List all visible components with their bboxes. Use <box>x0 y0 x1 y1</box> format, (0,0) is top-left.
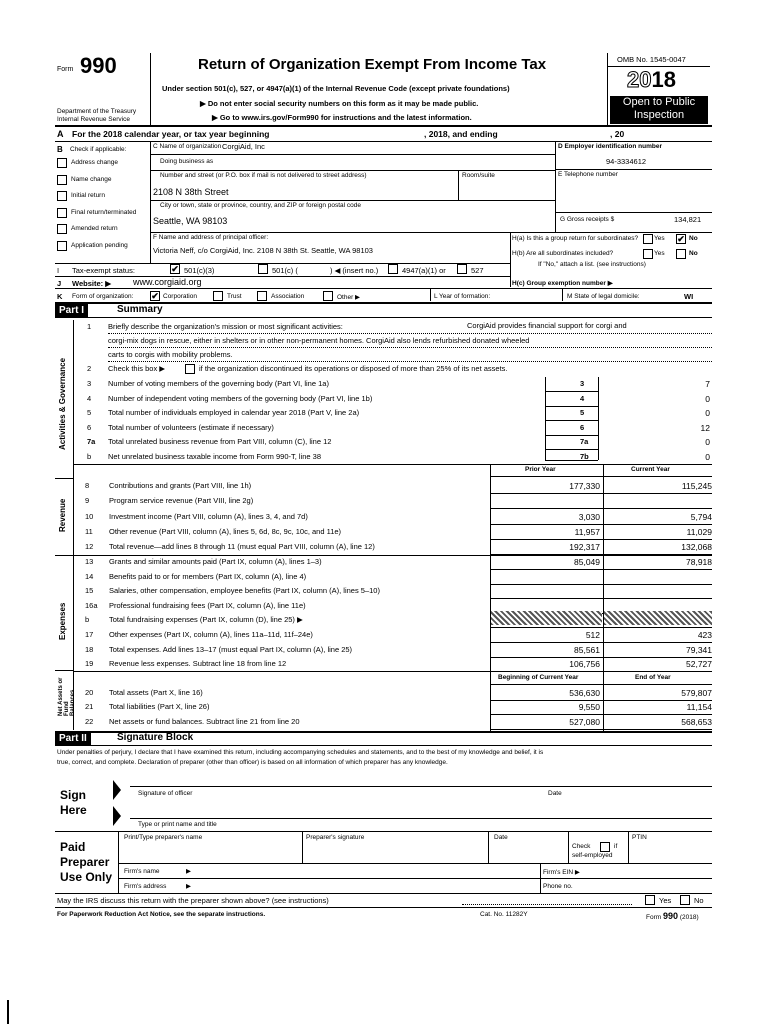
h-c-label: H(c) Group exemption number ▶ <box>512 280 613 287</box>
ag-line-box: 3 <box>580 379 585 388</box>
corporation-label: Corporation <box>163 293 197 300</box>
fin-line-col1: 512 <box>585 630 600 640</box>
ag-line-num: 7a <box>87 437 96 446</box>
association-label: Association <box>271 293 305 300</box>
h-a-label: H(a) Is this a group return for subordinates? <box>512 235 639 242</box>
ag-line-rule <box>545 435 598 436</box>
ag-line-rule <box>545 406 598 407</box>
fin-line-num: 14 <box>85 571 94 581</box>
discuss-yes-checkbox[interactable] <box>645 895 655 905</box>
tax-exempt-label: Tax-exempt status: <box>72 266 135 275</box>
fin-line-rule <box>490 508 712 509</box>
ag-line-text: Total unrelated business revenue from Part VIII, column (C), line 12 <box>108 437 332 446</box>
ag-line-box: 7b <box>580 451 589 461</box>
org-name: CorgiAid, Inc <box>222 142 265 151</box>
ag-line-value: 12 <box>700 422 710 433</box>
col-beginning-year: Beginning of Current Year <box>498 674 579 681</box>
perjury-line2: true, correct, and complete. Declaration of preparer (other than officer) is based on all information of which preparer has any knowledge. <box>57 759 448 766</box>
fin-line-rule <box>490 598 712 599</box>
form-title: Return of Organization Exempt From Income Tax <box>198 56 547 73</box>
line-a-text: For the 2018 calendar year, or tax year beginning <box>72 129 270 139</box>
discuss-yes-label: Yes <box>659 896 672 905</box>
paid-label: Paid <box>60 840 86 854</box>
fin-line-num: 10 <box>85 511 94 521</box>
fin-line-text: Other expenses (Part IX, column (A), lines 11a–11d, 11f–24e) <box>109 630 313 639</box>
line-j-label: J <box>57 279 62 288</box>
fin-line-rule <box>490 569 712 570</box>
fin-line-rule <box>490 493 712 494</box>
preparer-date-label: Date <box>494 834 508 841</box>
ag-line-box: 6 <box>580 422 585 432</box>
fin-line-text: Professional fundraising fees (Part IX, column (A), line 11e) <box>109 600 306 610</box>
fin-line-text: Other revenue (Part VIII, column (A), lines 5, 6d, 8c, 9c, 10c, and 11e) <box>109 526 342 536</box>
h-b-no-label: No <box>689 250 698 257</box>
here-label: Here <box>60 803 87 817</box>
fin-line-col2: 5,794 <box>690 511 712 522</box>
trust-label: Trust <box>227 293 242 300</box>
officer-name-address: Victoria Neff, c/o CorgiAid, Inc. 2108 N 38th St. Seattle, WA 98103 <box>153 246 373 255</box>
trust-checkbox[interactable] <box>213 291 223 301</box>
open-public-inspection: Open to Public Inspection <box>610 96 708 124</box>
phone-no-label: Phone no. <box>543 883 573 890</box>
part2-label: Part II <box>55 732 91 745</box>
perjury-line1: Under penalties of perjury, I declare that I have examined this return, including accompanying schedules and statements, and to the best of my knowledge and belief, it is <box>57 749 544 756</box>
signature-officer-label: Signature of officer <box>138 790 193 797</box>
ag-line-text: Total number of individuals employed in calendar year 2018 (Part V, line 2a) <box>108 408 360 417</box>
fin-line-num: 13 <box>85 557 94 566</box>
fin-line-col2: 115,245 <box>681 481 712 491</box>
fin-line-num: 21 <box>85 702 94 712</box>
part1-label: Part I <box>55 304 88 317</box>
city-state-zip: Seattle, WA 98103 <box>153 216 228 226</box>
fin-line-col1: 85,049 <box>574 557 600 567</box>
ag-line-box: 4 <box>580 393 585 403</box>
b-checkbox-3[interactable] <box>57 208 67 218</box>
ag-line-value: 7 <box>705 379 710 389</box>
website-value[interactable]: www.corgiaid.org <box>133 277 202 287</box>
gross-receipts-label: G Gross receipts $ <box>560 216 615 223</box>
form-number: 990 <box>80 53 117 78</box>
col-end-year: End of Year <box>635 674 671 681</box>
paperwork-notice: For Paperwork Reduction Act Notice, see the separate instructions. <box>57 911 266 918</box>
fin-line-rule <box>490 584 712 585</box>
fin-line-col2: 78,918 <box>686 557 712 567</box>
association-checkbox[interactable] <box>257 291 267 301</box>
h-b-label: H(b) Are all subordinates included? <box>512 250 614 257</box>
h-b-no-checkbox[interactable] <box>676 249 686 259</box>
other-checkbox[interactable] <box>323 291 333 301</box>
b-checkbox-5[interactable] <box>57 241 67 251</box>
b-item-label: Amended return <box>71 225 118 232</box>
other-label: Other ▶ <box>337 294 361 301</box>
signature-date-label: Date <box>548 790 562 797</box>
line-k-label: K <box>57 292 63 301</box>
ag-line-value: 0 <box>705 437 710 447</box>
fin-line-col1: 106,756 <box>569 659 600 670</box>
line-a-end: , 20 <box>610 129 625 139</box>
discuss-no-label: No <box>694 896 704 905</box>
4947-checkbox[interactable] <box>388 264 398 274</box>
h-b-note: If "No," attach a list. (see instructions) <box>538 261 646 268</box>
gross-receipts-value: 134,821 <box>674 215 702 224</box>
b-item-label: Name change <box>71 175 112 183</box>
firm-name-arrow-icon: ▶ <box>186 868 191 875</box>
fin-line-col1: 3,030 <box>578 511 600 522</box>
h-a-no-label: No <box>689 235 698 242</box>
instruction-ssn: ▶ Do not enter social security numbers on this form as it may be made public. <box>200 99 479 108</box>
line1-text: Briefly describe the organization's mission or most significant activities: <box>108 322 343 331</box>
fin-line-rule <box>490 700 712 701</box>
instruction-web: ▶ Go to www.irs.gov/Form990 for instructions and the latest information. <box>212 113 472 122</box>
fin-line-rule <box>490 657 712 658</box>
self-employed-label: self-employed <box>572 852 613 859</box>
firm-name-label: Firm's name <box>124 868 160 875</box>
preparer-label: Preparer <box>60 855 110 869</box>
fin-line-col2: 132,068 <box>681 542 712 553</box>
fin-line-col1: 9,550 <box>578 702 600 713</box>
ag-line-text: Net unrelated business taxable income from Form 990-T, line 38 <box>108 451 322 461</box>
footer-form-label: Form 990 (2018) <box>646 911 699 921</box>
side-label-net-assets: Net Assets or Fund Balances <box>58 677 76 716</box>
line-i-label: I <box>57 266 60 275</box>
line-a-label: A <box>57 129 64 139</box>
ein-value: 94-3334612 <box>606 157 647 166</box>
ag-line-num: 6 <box>87 422 92 432</box>
state-domicile-label: M State of legal domicile: <box>567 293 640 300</box>
fin-line-text: Salaries, other compensation, employee benefits (Part IX, column (A), lines 5–10) <box>109 586 380 596</box>
website-label: Website: ▶ <box>72 279 111 288</box>
fin-line-text: Investment income (Part VIII, column (A), lines 3, 4, and 7d) <box>109 511 308 521</box>
ag-line-text: Total number of volunteers (estimate if necessary) <box>108 422 274 432</box>
fin-line-text: Total fundraising expenses (Part IX, column (D), line 25) ▶ <box>109 615 303 625</box>
mission-line1: CorgiAid provides financial support for corgi and <box>467 321 627 330</box>
line1-num: 1 <box>87 322 92 331</box>
fin-line-col2: 579,807 <box>681 688 712 698</box>
b-item-label: Address change <box>71 159 118 166</box>
b-checkbox-0[interactable] <box>57 158 67 168</box>
col-current-year: Current Year <box>631 466 670 473</box>
shaded-cell-16b-current <box>604 611 712 625</box>
ag-line-value: 0 <box>705 393 710 404</box>
cat-number: Cat. No. 11282Y <box>480 911 528 918</box>
dept-line1: Department of the Treasury <box>57 108 137 115</box>
fin-line-text: Net assets or fund balances. Subtract line 21 from line 20 <box>109 716 300 726</box>
fin-line-num: 19 <box>85 659 94 669</box>
fin-line-num: 22 <box>85 716 94 726</box>
dept-line2: Internal Revenue Service <box>57 116 130 123</box>
street-label: Number and street (or P.O. box if mail is not delivered to street address) <box>160 172 367 179</box>
tax-year: 2018 <box>627 67 676 92</box>
fin-line-text: Total revenue—add lines 8 through 11 (must equal Part VIII, column (A), line 12) <box>109 542 375 552</box>
b-item-label: Initial return <box>71 192 105 199</box>
fin-line-text: Revenue less expenses. Subtract line 18 from line 12 <box>109 659 287 669</box>
527-label: 527 <box>471 266 484 275</box>
fin-line-num: 17 <box>85 630 94 639</box>
fin-line-col2: 11,154 <box>686 702 712 713</box>
h-a-no-checkbox[interactable]: ✔ <box>677 234 685 244</box>
form-label: Form <box>57 66 74 73</box>
use-only-label: Use Only <box>60 870 113 884</box>
4947-label: 4947(a)(1) or <box>402 266 446 275</box>
ag-line-text: Number of independent voting members of the governing body (Part VI, line 1b) <box>108 393 373 403</box>
discontinued-checkbox[interactable] <box>185 364 195 374</box>
fin-line-col1: 192,317 <box>569 542 600 553</box>
ag-line-num: b <box>87 451 92 461</box>
year-formation-label: L Year of formation: <box>434 293 491 300</box>
501c3-label: 501(c)(3) <box>184 266 215 275</box>
phone-label: E Telephone number <box>558 171 618 178</box>
fin-line-col2: 568,653 <box>681 716 712 727</box>
fin-line-num: b <box>85 615 90 625</box>
line2-text: Check this box ▶ <box>108 364 166 373</box>
scan-edge-mark <box>7 1000 9 1024</box>
corporation-checkbox[interactable]: ✔ <box>151 291 159 301</box>
firm-address-label: Firm's address <box>124 883 167 890</box>
fin-line-col1: 177,330 <box>569 481 600 491</box>
fin-line-num: 18 <box>85 644 94 654</box>
sign-arrow-icon <box>113 780 121 800</box>
fin-line-text: Total liabilities (Part X, line 26) <box>109 702 210 712</box>
ptin-label: PTIN <box>632 834 647 841</box>
fin-line-text: Grants and similar amounts paid (Part IX, column (A), lines 1–3) <box>109 557 322 566</box>
irs-discuss-question: May the IRS discuss this return with the preparer shown above? (see instructions) <box>57 896 329 905</box>
side-label-activities: Activities & Governance <box>58 357 67 450</box>
h-b-yes-checkbox[interactable] <box>643 249 653 259</box>
fin-line-num: 8 <box>85 481 90 490</box>
line-a-mid: , 2018, and ending <box>424 129 498 139</box>
b-item-label: Final return/terminated <box>71 208 137 216</box>
room-label: Room/suite <box>462 172 495 179</box>
ag-line-value: 0 <box>705 451 710 462</box>
fin-line-num: 16a <box>85 600 98 610</box>
fin-line-rule <box>490 627 712 628</box>
fin-line-rule <box>490 539 712 540</box>
ag-line-box: 7a <box>580 437 589 446</box>
fin-line-text: Total expenses. Add lines 13–17 (must equal Part IX, column (A), line 25) <box>109 644 353 654</box>
firm-ein-label: Firm's EIN ▶ <box>543 869 580 876</box>
fin-line-rule <box>490 524 712 525</box>
ag-line-num: 5 <box>87 408 92 417</box>
h-a-yes-checkbox[interactable] <box>643 234 653 244</box>
fin-line-col1: 85,561 <box>574 644 600 655</box>
line2-num: 2 <box>87 364 92 373</box>
section-b-title: Check if applicable: <box>70 146 127 153</box>
form-of-org-label: Form of organization: <box>72 293 134 300</box>
b-checkbox-4[interactable] <box>57 224 67 234</box>
fin-line-col2: 423 <box>697 630 712 640</box>
fin-line-text: Benefits paid to or for members (Part IX, column (A), line 4) <box>109 571 307 581</box>
officer-label: F Name and address of principal officer: <box>153 234 269 241</box>
ag-line-value: 0 <box>705 408 710 418</box>
org-name-label: C Name of organization <box>153 143 222 150</box>
mission-line3: carts to corgis with mobility problems. <box>108 350 233 359</box>
fin-line-rule <box>490 729 712 730</box>
discuss-no-checkbox[interactable] <box>680 895 690 905</box>
fin-line-col1: 527,080 <box>569 716 600 727</box>
ein-label: D Employer identification number <box>558 143 663 150</box>
preparer-signature-label: Preparer's signature <box>306 834 365 841</box>
part1-title: Summary <box>117 304 163 315</box>
501c-insert-label: ) ◀ (insert no.) <box>330 266 379 275</box>
fin-line-rule <box>490 642 712 643</box>
fin-line-num: 15 <box>85 586 94 596</box>
fin-line-num: 12 <box>85 542 94 552</box>
ag-line-rule <box>545 391 598 392</box>
ag-line-text: Number of voting members of the governing body (Part VI, line 1a) <box>108 379 329 388</box>
b-checkbox-2[interactable] <box>57 191 67 201</box>
fin-line-num: 11 <box>85 526 93 536</box>
section-b-label: B <box>57 145 63 154</box>
state-domicile-value: WI <box>684 292 694 301</box>
ag-line-num: 4 <box>87 393 92 403</box>
self-employed-checkbox[interactable] <box>600 842 610 852</box>
527-checkbox[interactable] <box>457 264 467 274</box>
h-b-yes-label: Yes <box>654 250 665 257</box>
fin-line-num: 20 <box>85 688 94 697</box>
mission-line2: corgi-mix dogs in rescue, either in shelters or in other non-permanent homes. CorgiAid also lends refurbished donated wheeled <box>108 336 530 345</box>
501c3-checkbox[interactable]: ✔ <box>171 264 179 274</box>
fin-line-col2: 52,727 <box>686 659 712 670</box>
fin-line-col2: 11,029 <box>686 526 712 537</box>
type-name-label: Type or print name and title <box>138 821 217 828</box>
ag-line-num: 3 <box>87 379 92 388</box>
b-checkbox-1[interactable] <box>57 175 67 185</box>
check-if-label: if <box>614 843 618 850</box>
fin-line-col1: 536,630 <box>569 688 600 698</box>
fin-line-text: Program service revenue (Part VIII, line 2g) <box>109 496 254 506</box>
fin-line-col1: 11,957 <box>574 526 600 537</box>
shaded-cell-16b-prior <box>491 611 602 625</box>
fin-line-num: 9 <box>85 496 90 506</box>
fin-line-text: Total assets (Part X, line 16) <box>109 688 203 697</box>
ag-line-box: 5 <box>580 408 585 417</box>
fin-line-col2: 79,341 <box>686 644 712 655</box>
h-a-yes-label: Yes <box>654 235 665 242</box>
sign-arrow-icon-2 <box>113 806 121 826</box>
form-subtitle: Under section 501(c), 527, or 4947(a)(1) of the Internal Revenue Code (except private foundations) <box>162 84 510 93</box>
firm-address-arrow-icon: ▶ <box>186 883 191 890</box>
fin-line-text: Contributions and grants (Part VIII, line 1h) <box>109 481 252 490</box>
omb-number: OMB No. 1545-0047 <box>617 55 686 64</box>
b-item-label: Application pending <box>71 241 128 249</box>
sign-label: Sign <box>60 788 86 802</box>
501c-label: 501(c) ( <box>272 266 298 275</box>
side-label-expenses: Expenses <box>58 602 67 640</box>
fin-line-rule <box>490 714 712 715</box>
col-prior-year: Prior Year <box>525 466 556 473</box>
dba-label: Doing business as <box>160 158 214 165</box>
preparer-name-label: Print/Type preparer's name <box>124 834 203 841</box>
line2-rest: if the organization discontinued its operations or disposed of more than 25% of its net assets. <box>199 364 508 373</box>
part2-title: Signature Block <box>117 732 194 743</box>
street-address: 2108 N 38th Street <box>153 187 229 197</box>
check-self-employed-label: Check <box>572 843 591 850</box>
ag-line-rule <box>545 420 598 421</box>
501c-checkbox[interactable] <box>258 264 268 274</box>
ag-line-rule <box>545 449 598 450</box>
side-label-revenue: Revenue <box>58 498 67 532</box>
city-label: City or town, state or province, country, and ZIP or foreign postal code <box>160 202 361 209</box>
